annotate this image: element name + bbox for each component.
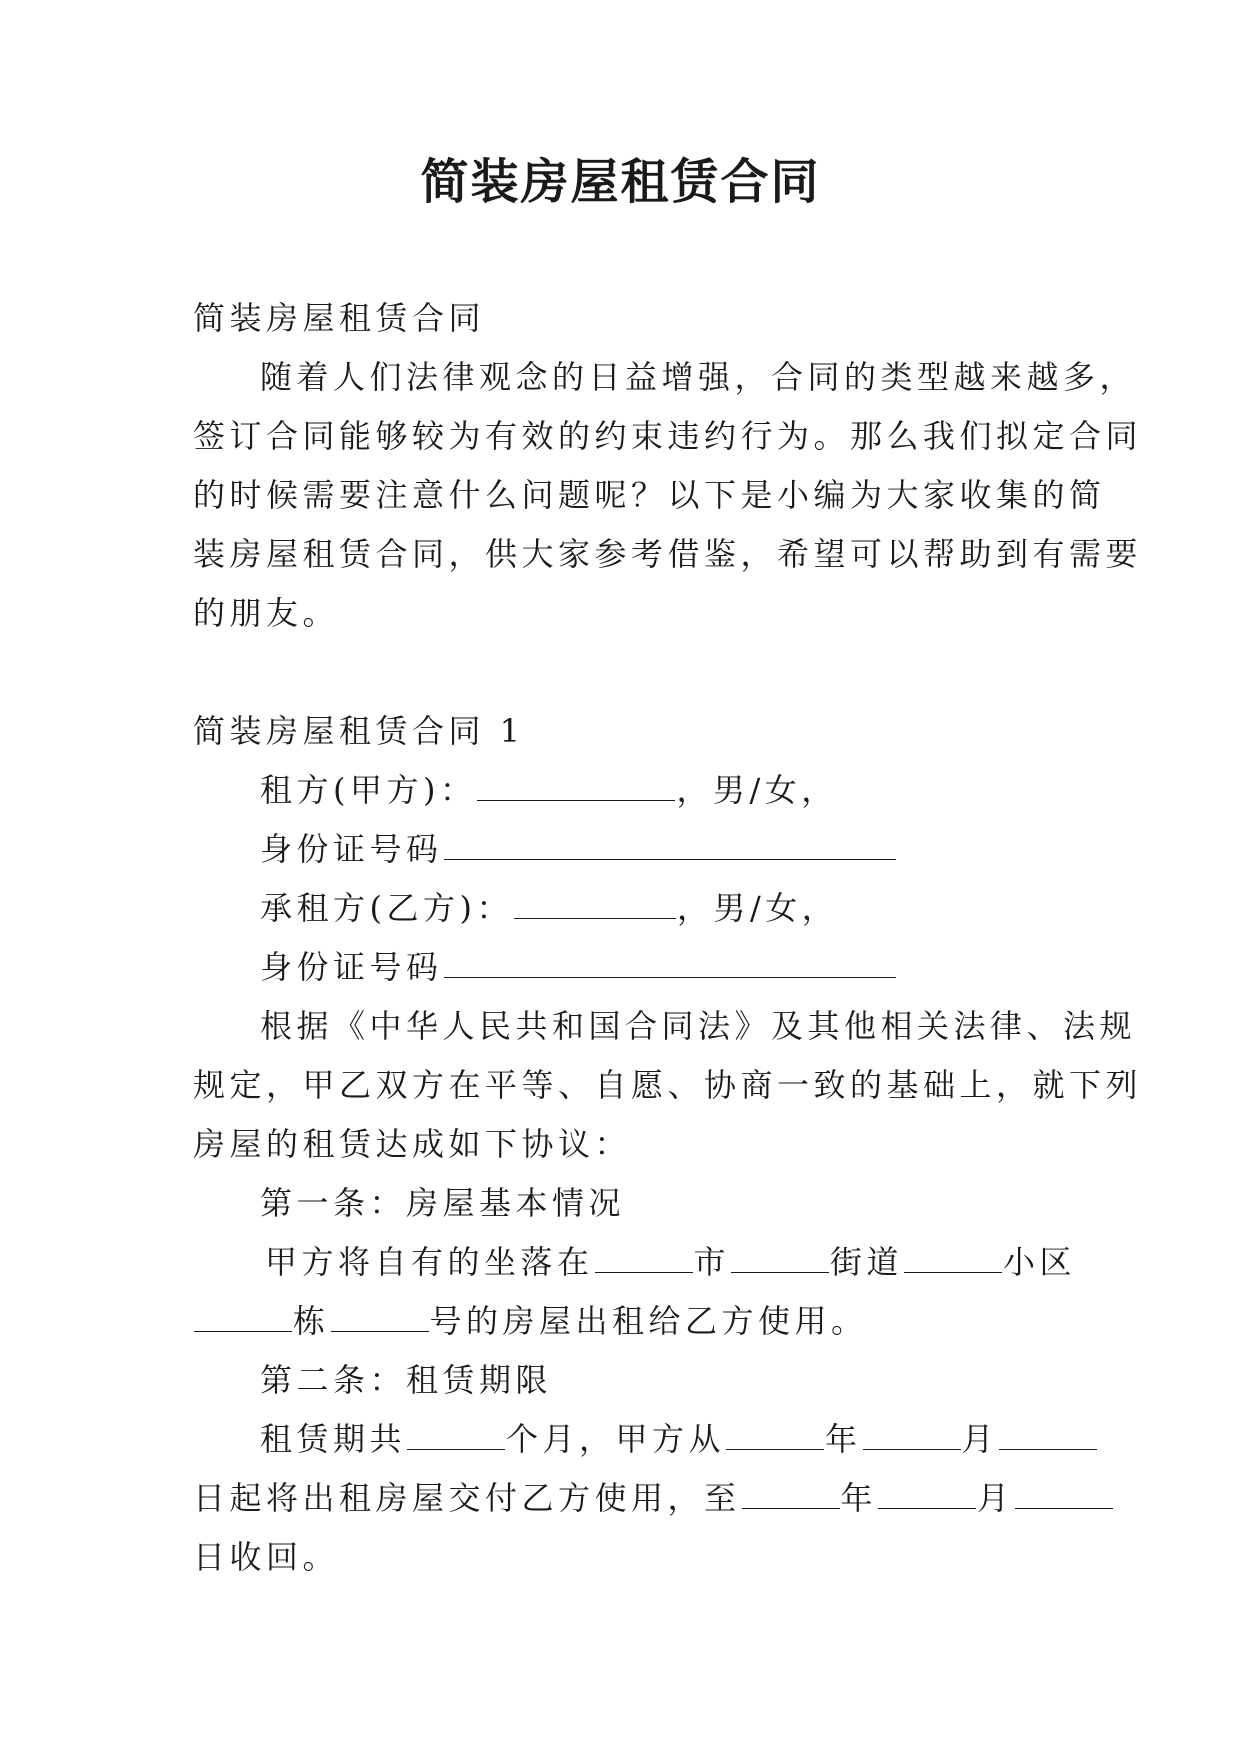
- lessee-line: [260, 888, 838, 928]
- street-blank: [731, 1242, 829, 1273]
- basis-paragraph-line: 根据《中华人民共和国合同法》及其他相关法律、法规: [260, 1007, 1137, 1045]
- article-1-tail: 号的房屋出租给乙方使用。: [429, 1302, 868, 1340]
- article-2-text: 租赁期共: [260, 1420, 407, 1458]
- intro-paragraph-line: 随着人们法律观念的日益增强，合同的类型越来越多，: [260, 358, 1137, 396]
- lessee-id-blank: [444, 947, 896, 978]
- street-label: 街道: [830, 1243, 904, 1281]
- article-1-text: 甲方将自有的坐落在: [265, 1243, 594, 1281]
- article-1-line: [193, 1301, 868, 1341]
- basis-paragraph-line: 规定，甲乙双方在平等、自愿、协商一致的基础上，就下列: [193, 1066, 1143, 1104]
- intro-paragraph-line: 签订合同能够较为有效的约束违约行为。那么我们拟定合同: [193, 417, 1143, 455]
- end-month-blank: [878, 1478, 976, 1509]
- lessee-gender: ，男/女，: [676, 889, 839, 927]
- district-label: 小区: [1003, 1243, 1077, 1281]
- months-blank: [407, 1419, 505, 1450]
- year-label: 年: [825, 1420, 862, 1458]
- lessor-id-blank: [444, 829, 896, 860]
- end-year-blank: [742, 1478, 840, 1509]
- start-day-blank: [999, 1419, 1097, 1450]
- article-2-line: [193, 1478, 1114, 1518]
- article-1-line: [265, 1242, 1076, 1282]
- lessee-id-line: [260, 947, 897, 987]
- article-1-title: 第一条：房屋基本情况: [260, 1184, 626, 1222]
- document-title: 简装房屋租赁合同: [420, 154, 821, 210]
- city-label: 市: [693, 1243, 731, 1281]
- number-blank: [331, 1301, 429, 1332]
- intro-heading: 简装房屋租赁合同: [193, 299, 486, 337]
- id-number-label: 身份证号码: [260, 948, 443, 986]
- lessor-label: 租方(甲方)：: [260, 771, 477, 809]
- city-blank: [595, 1242, 693, 1273]
- year-label: 年: [840, 1479, 878, 1517]
- lessor-line: [260, 770, 838, 810]
- building-label: 栋: [293, 1302, 330, 1340]
- district-blank: [904, 1242, 1002, 1273]
- article-2-line: [260, 1419, 1098, 1459]
- article-2-line: 日收回。: [193, 1538, 340, 1576]
- intro-paragraph-line: 的朋友。: [193, 594, 340, 632]
- contract-heading: 简装房屋租赁合同 1: [193, 712, 525, 750]
- building-blank: [194, 1301, 292, 1332]
- article-2-title: 第二条：租赁期限: [260, 1361, 553, 1399]
- month-label: 月: [977, 1479, 1014, 1517]
- article-2-text: 日起将出租房屋交付乙方使用，至: [193, 1479, 741, 1517]
- end-day-blank: [1015, 1478, 1113, 1509]
- month-label: 月: [961, 1420, 999, 1458]
- article-2-text: 个月，甲方从: [506, 1420, 726, 1458]
- lessee-label: 承租方(乙方)：: [260, 889, 513, 927]
- start-year-blank: [726, 1419, 824, 1450]
- lessor-name-blank: [477, 770, 675, 801]
- intro-paragraph-line: 装房屋租赁合同，供大家参考借鉴，希望可以帮助到有需要: [193, 535, 1143, 573]
- start-month-blank: [863, 1419, 961, 1450]
- lessor-id-line: [260, 829, 897, 869]
- id-number-label: 身份证号码: [260, 830, 443, 868]
- lessor-gender: ，男/女，: [676, 771, 838, 809]
- basis-paragraph-line: 房屋的租赁达成如下协议：: [193, 1125, 632, 1163]
- lessee-name-blank: [514, 888, 676, 919]
- intro-paragraph-line: 的时候需要注意什么问题呢？以下是小编为大家收集的简: [193, 476, 1106, 514]
